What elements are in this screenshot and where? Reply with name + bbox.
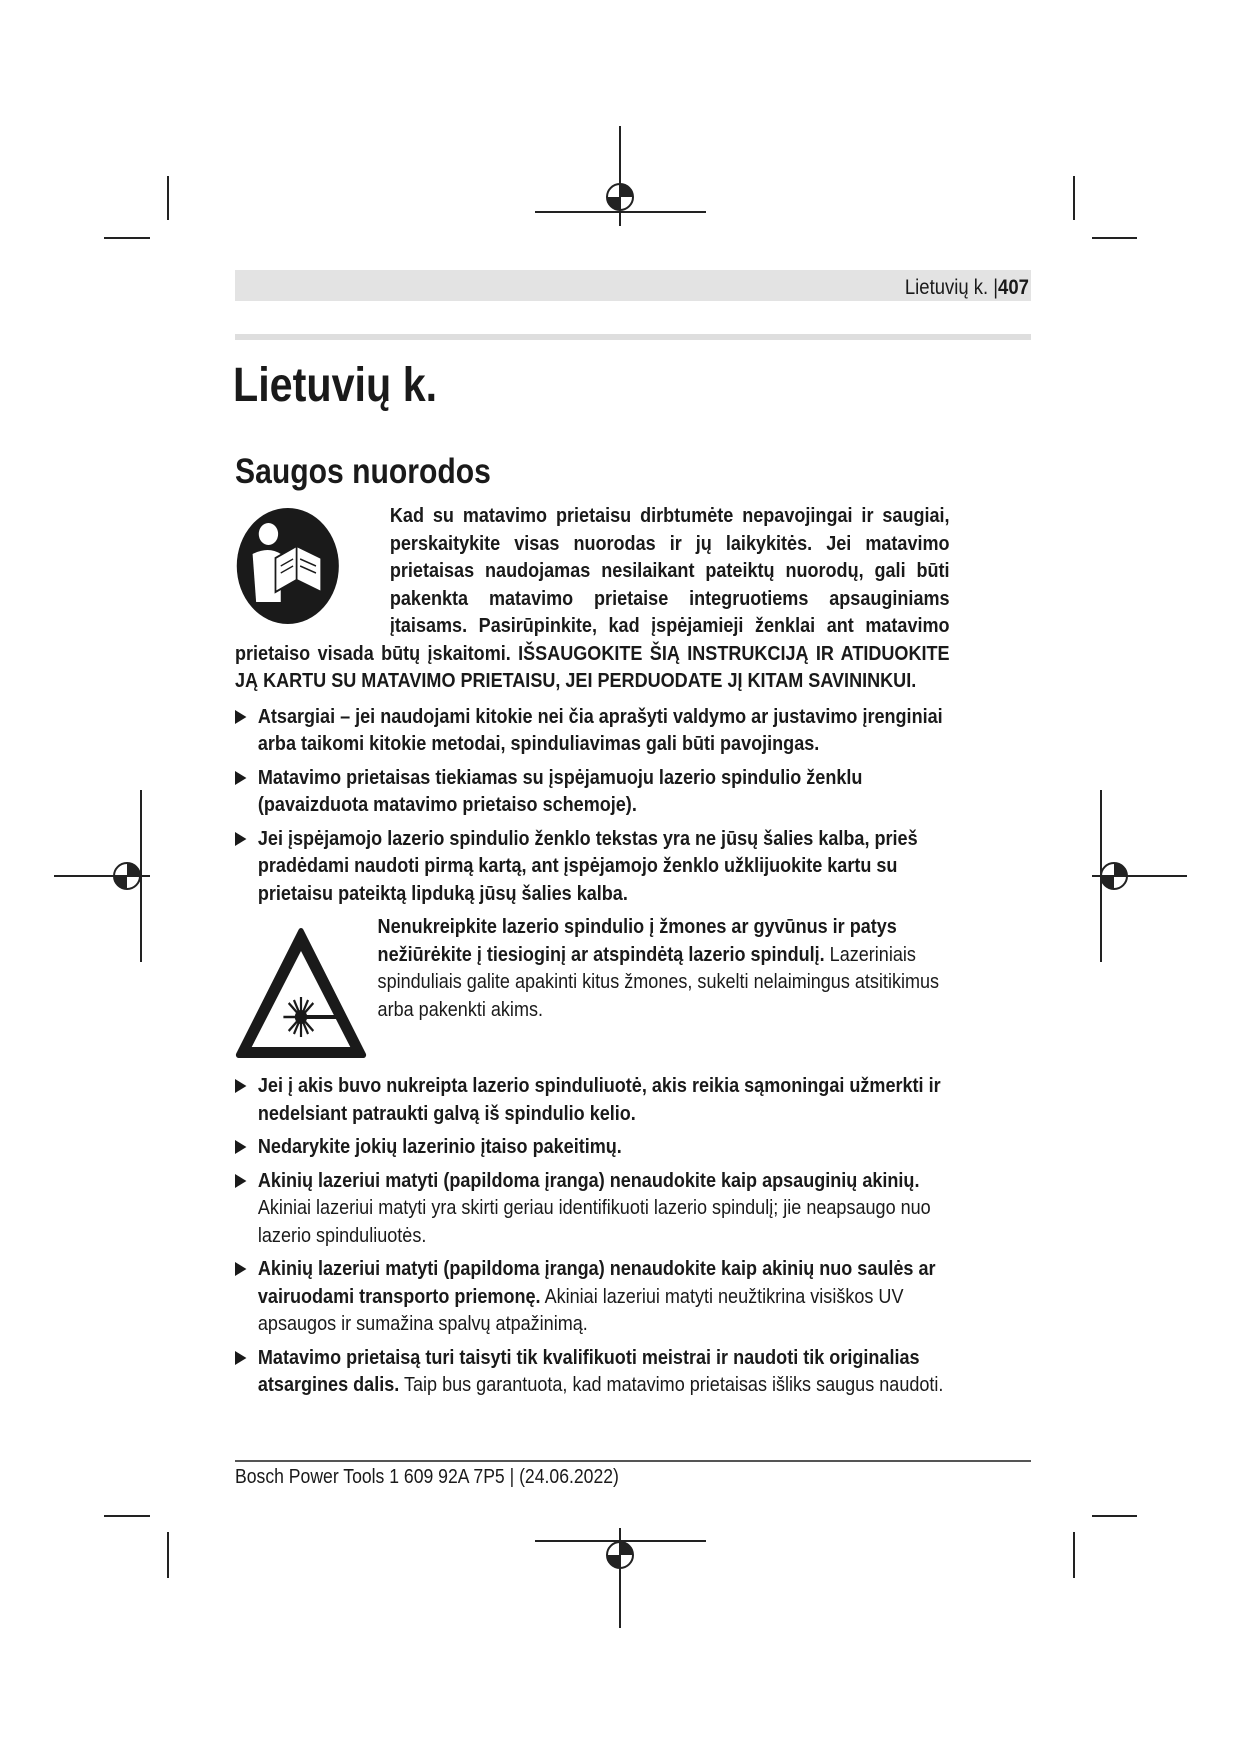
registration-target-icon <box>114 863 140 889</box>
bullet-arrow-icon <box>235 771 246 785</box>
bullet-arrow-icon <box>235 1351 246 1365</box>
list-item: Jei į akis buvo nukreipta lazerio spinduliuotė, akis reikia sąmoningai užmerkti ir nedelsiant patraukti galvą iš spindulio kelio. <box>235 1072 950 1127</box>
bullet-arrow-icon <box>235 1262 246 1276</box>
intro-text: Kad su matavimo prietaisu dirbtumėte nepavojingai ir saugiai, perskaitykite visas nuorodas ir jų laikykitės. Jei matavimo prietaisas naudojamas nesilaikant pateiktų nuorodų, gali būti pakenkta matavimo prietaise integruotiems apsauginiams įtaisams. Pasirūpinkite, kad įspėjamieji ženklai ant matavimo prietaiso visada būtų įskaitomi. IŠSAUGOKITE ŠIĄ INSTRUKCIJĄ IR ATIDUOKITE JĄ KARTU SU MATAVIMO PRIETAISU, JEI PERDUODATE JĮ KITAM SAVININKUI. <box>235 504 950 692</box>
intro-block <box>235 502 950 695</box>
bullet-arrow-icon <box>235 832 246 846</box>
registration-target-icon <box>607 1542 633 1568</box>
list-item: Atsargiai – jei naudojami kitokie nei čia aprašyti valdymo ar justavimo įrenginiai arba taikomi kitokie metodai, spinduliavimas gali būti pavojingas. <box>235 703 950 758</box>
list-item: Matavimo prietaisas tiekiamas su įspėjamuoju lazerio spindulio ženklu (pavaizduota matavimo prietaiso schemoje). <box>235 764 950 819</box>
list-item: Jei įspėjamojo lazerio spindulio ženklo tekstas yra ne jūsų šalies kalba, prieš pradėdami naudoti pirmą kartą, ant įspėjamojo ženklo užklijuokite kartu su prietaisu pateiktą lipduką jūsų šalies kalba. <box>235 825 950 908</box>
running-header <box>905 276 1029 300</box>
bullet-arrow-icon <box>235 710 246 724</box>
header-section: Lietuvių k. | <box>905 276 999 299</box>
page-footer: Bosch Power Tools 1 609 92A 7P5 | (24.06.2022) <box>235 1466 619 1488</box>
page-title: Lietuvių k. <box>233 359 438 412</box>
laser-warning-block <box>235 913 950 1060</box>
read-manual-icon <box>235 506 341 626</box>
registration-target-icon <box>607 184 633 210</box>
laser-warning-text: Nenukreipkite lazerio spindulio į žmones ar gyvūnus ir patys nežiūrėkite į tiesioginį ar atspindėtą lazerio spindulį. Lazeriniais spinduliais galite apakinti kitus žmones, sukelti nelaimingus atsitikimus arba pakenkti akims. <box>377 915 940 1021</box>
list-item: Akinių lazeriui matyti (papildoma įranga) nenaudokite kaip akinių nuo saulės ar vairuodami transporto priemonę. Akiniai lazeriui matyti neužtikrina visiškos UV apsaugos ir sumažina spalvų atpažinimą. <box>235 1255 950 1338</box>
laser-warning-icon <box>235 925 367 1060</box>
bullet-arrow-icon <box>235 1140 246 1154</box>
list-item: Nedarykite jokių lazerinio įtaiso pakeitimų. <box>235 1133 950 1161</box>
registration-target-icon <box>1101 863 1127 889</box>
footer-rule <box>235 1460 1031 1462</box>
section-title: Saugos nuorodos <box>235 452 491 491</box>
list-item: Akinių lazeriui matyti (papildoma įranga) nenaudokite kaip apsauginių akinių. Akiniai lazeriui matyti yra skirti geriau identifikuoti lazerio spindulį; jie neapsaugo nuo lazerio spinduliuotės. <box>235 1167 950 1250</box>
header-rule <box>235 334 1031 340</box>
bullet-arrow-icon <box>235 1174 246 1188</box>
safety-list-a <box>235 703 950 908</box>
page-number: 407 <box>998 276 1029 299</box>
safety-list-b <box>235 1072 950 1399</box>
bullet-arrow-icon <box>235 1079 246 1093</box>
content-column <box>235 502 950 1405</box>
list-item: Matavimo prietaisą turi taisyti tik kvalifikuoti meistrai ir naudoti tik originalias atsargines dalis. Taip bus garantuota, kad matavimo prietaisas išliks saugus naudoti. <box>235 1344 950 1399</box>
